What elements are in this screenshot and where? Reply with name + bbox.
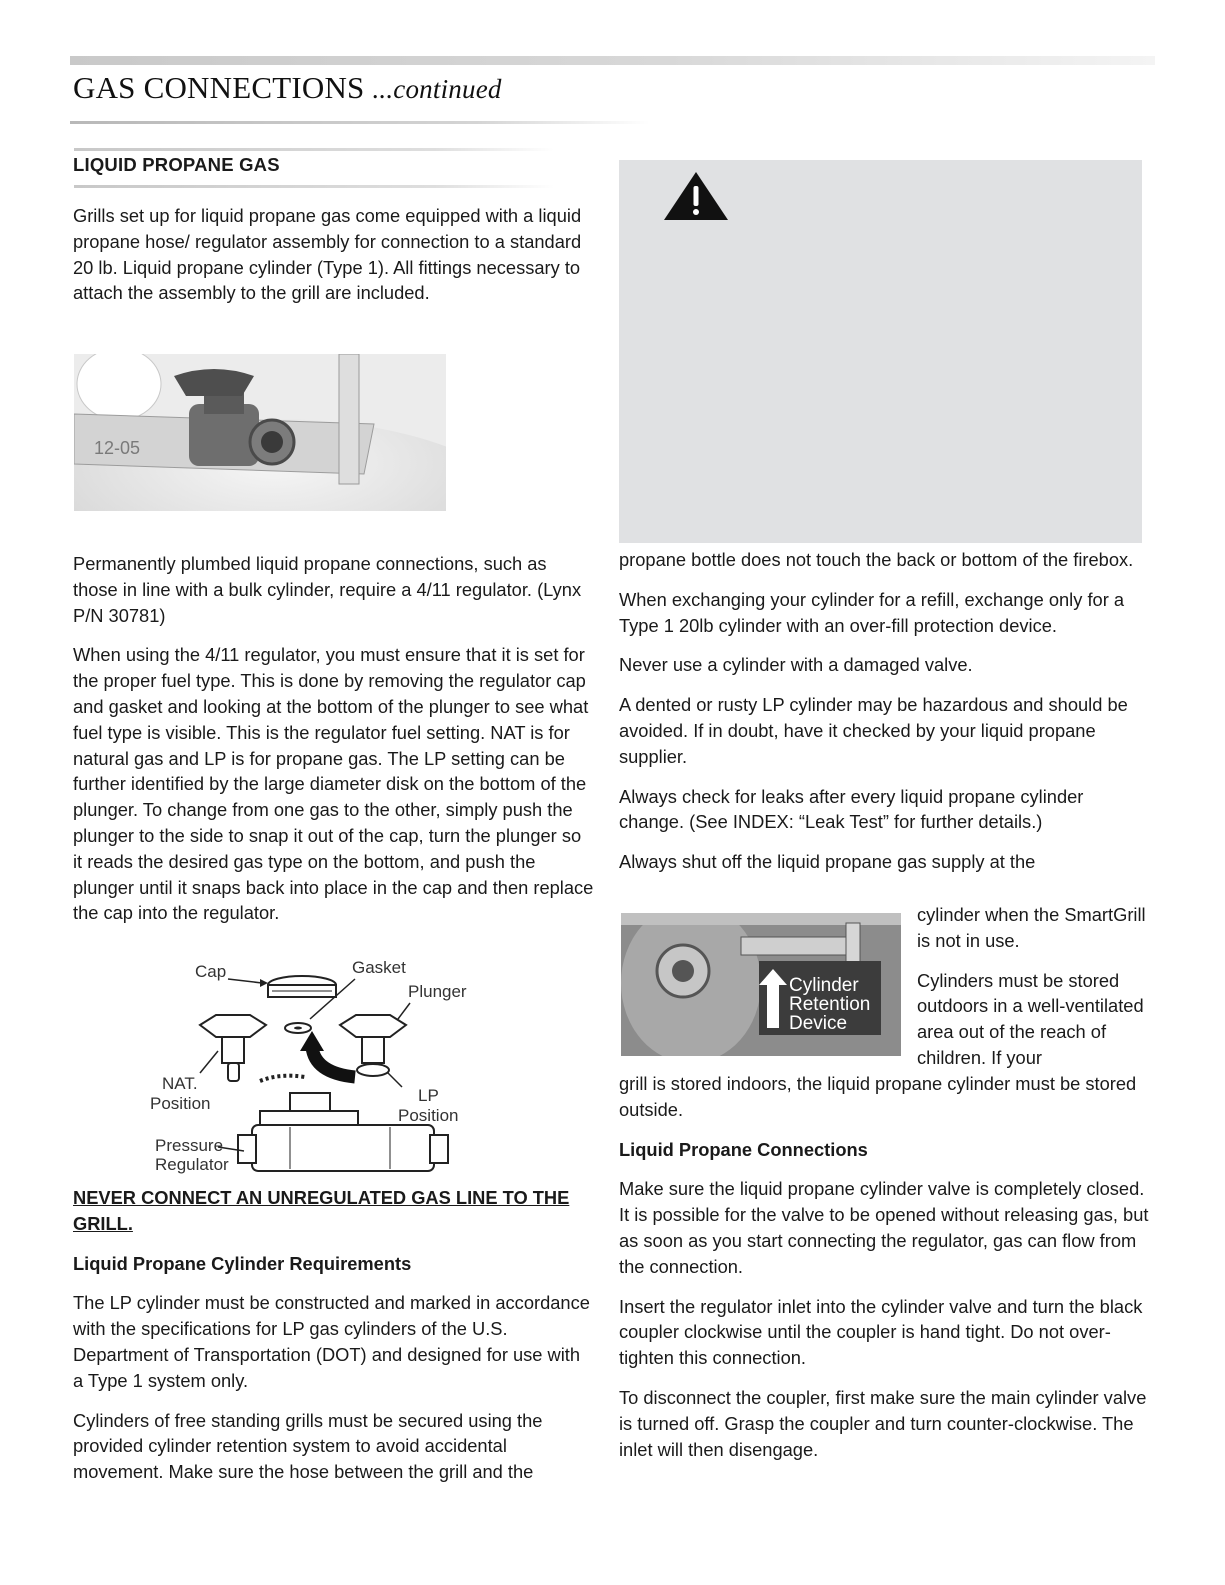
photo-label-device: Device bbox=[789, 1013, 848, 1034]
never-connect-warning: NEVER CONNECT AN UNREGULATED GAS LINE TO THE GRILL. bbox=[73, 1187, 570, 1234]
cylinder-retention-illustration bbox=[621, 913, 901, 1056]
label-plunger: Plunger bbox=[408, 982, 467, 1001]
cylinder-valve-photo bbox=[74, 354, 446, 511]
photo-label-retention: Retention bbox=[789, 994, 871, 1015]
right-body-lower bbox=[619, 1071, 1149, 1476]
valve-stamp-text: 12-05 bbox=[94, 438, 141, 458]
label-lp-1: LP bbox=[418, 1086, 439, 1105]
lp-connections-paragraph-2: Insert the regulator inlet into the cylinder valve and turn the black coupler clockwise until the coupler is hand tight. Do not over-tighten this connection. bbox=[619, 1295, 1143, 1369]
cylinder-valve-illustration bbox=[74, 354, 446, 511]
label-lp-2: Position bbox=[398, 1106, 459, 1125]
lp-connections-paragraph-1: Make sure the liquid propane cylinder valve is completely closed. It is possible for the valve to be opened without releasing gas, but as soon as you start connecting the regulator, gas can flow from the connection. bbox=[619, 1178, 1149, 1277]
title-rule bbox=[70, 121, 650, 124]
label-nat-2: Position bbox=[150, 1094, 211, 1113]
shut-off-continued: cylinder when the SmartGrill is not in use. bbox=[917, 904, 1146, 951]
right-float-text bbox=[917, 902, 1147, 1071]
lp-connections-heading: Liquid Propane Connections bbox=[619, 1138, 868, 1160]
intro-paragraph: Grills set up for liquid propane gas come equipped with a liquid propane hose/ regulator assembly for connection to a standard 20 lb. Liquid propane cylinder (Type 1). All fittings necessary to attach the assembly to the grill are included. bbox=[73, 205, 582, 304]
damaged-valve-paragraph: Never use a cylinder with a damaged valve. bbox=[619, 654, 973, 676]
shut-off-line: Always shut off the liquid propane gas supply at the bbox=[619, 851, 1036, 873]
exchange-paragraph: When exchanging your cylinder for a refill, exchange only for a Type 1 20lb cylinder with an over-fill protection device. bbox=[619, 588, 1125, 636]
stored-outdoors-text: Cylinders must be stored outdoors in a well-ventilated area out of the reach of children. If your bbox=[917, 969, 1144, 1068]
regulator-diagram-drawing bbox=[140, 955, 480, 1177]
photo-label-cylinder: Cylinder bbox=[789, 975, 859, 996]
cylinder-requirements-heading: Liquid Propane Cylinder Requirements bbox=[73, 1252, 412, 1274]
lp-connections-paragraph-3: To disconnect the coupler, first make sure the main cylinder valve is turned off. Grasp the coupler and turn counter-clockwise. The inlet will then disengage. bbox=[619, 1386, 1147, 1460]
left-body bbox=[73, 551, 595, 940]
cylinder-requirements-paragraph-1: The LP cylinder must be constructed and marked in accordance with the specifications for LP gas cylinders of the U.S. Department of Transportation (DOT) and designed for use with a Type 1 system only. bbox=[73, 1292, 590, 1391]
page-title-text: GAS CONNECTIONS bbox=[73, 70, 365, 105]
label-nat-1: NAT. bbox=[162, 1074, 198, 1093]
cylinder-requirements-paragraph-2: Cylinders of free standing grills must be secured using the provided cylinder retention system to avoid accidental movement. Make sure the hose between the grill and the bbox=[73, 1409, 543, 1483]
section-heading: LIQUID PROPANE GAS bbox=[73, 154, 280, 175]
page-title bbox=[73, 70, 502, 106]
warning-triangle-icon bbox=[662, 170, 730, 222]
continued-paragraph: propane bottle does not touch the back or bottom of the firebox. bbox=[619, 549, 1134, 570]
check-leaks-paragraph: Always check for leaks after every liquid propane cylinder change. (See INDEX: “Leak Test” for further details.) bbox=[619, 785, 1084, 833]
regulator-paragraph: When using the 4/11 regulator, you must ensure that it is set for the proper fuel type. This is done by removing the regulator cap and gasket and looking at the bottom of the plunger to see what fuel type is visible. This is the regulator fuel setting. NAT is for natural gas and LP is for propane gas. The LP setting can be further identified by the large diameter disk on the bottom of the plunger. To change from one gas to the other, simply push the plunger to the side to snap it out of the cap, turn the plunger so it reads the desired gas type on the bottom, and push the plunger until it snaps back into place in the cap and then replace the cap into the regulator. bbox=[73, 644, 594, 924]
cylinder-retention-photo bbox=[621, 913, 901, 1056]
label-pressure-1: Pressure bbox=[155, 1136, 224, 1155]
stored-outdoors-continued: grill is stored indoors, the liquid propane cylinder must be stored outside. bbox=[619, 1073, 1137, 1120]
page-title-continued: ...continued bbox=[372, 74, 502, 104]
label-cap: Cap bbox=[195, 962, 227, 981]
dented-cylinder-paragraph: A dented or rusty LP cylinder may be hazardous and should be avoided. If in doubt, have it checked by your liquid propane supplier. bbox=[619, 694, 1128, 767]
regulator-diagram bbox=[140, 955, 480, 1177]
permanent-paragraph: Permanently plumbed liquid propane connections, such as those in line with a bulk cylinder, require a 4/11 regulator. (Lynx P/N 30781) bbox=[73, 553, 582, 626]
label-pressure-2: Regulator bbox=[155, 1155, 229, 1174]
left-body-lower bbox=[73, 1185, 595, 1499]
intro-block bbox=[73, 203, 595, 320]
section-rule-bottom bbox=[74, 185, 554, 188]
section-rule-top bbox=[74, 148, 554, 151]
header-rule bbox=[70, 56, 1155, 65]
label-gasket: Gasket bbox=[352, 958, 406, 977]
right-body bbox=[619, 547, 1149, 875]
